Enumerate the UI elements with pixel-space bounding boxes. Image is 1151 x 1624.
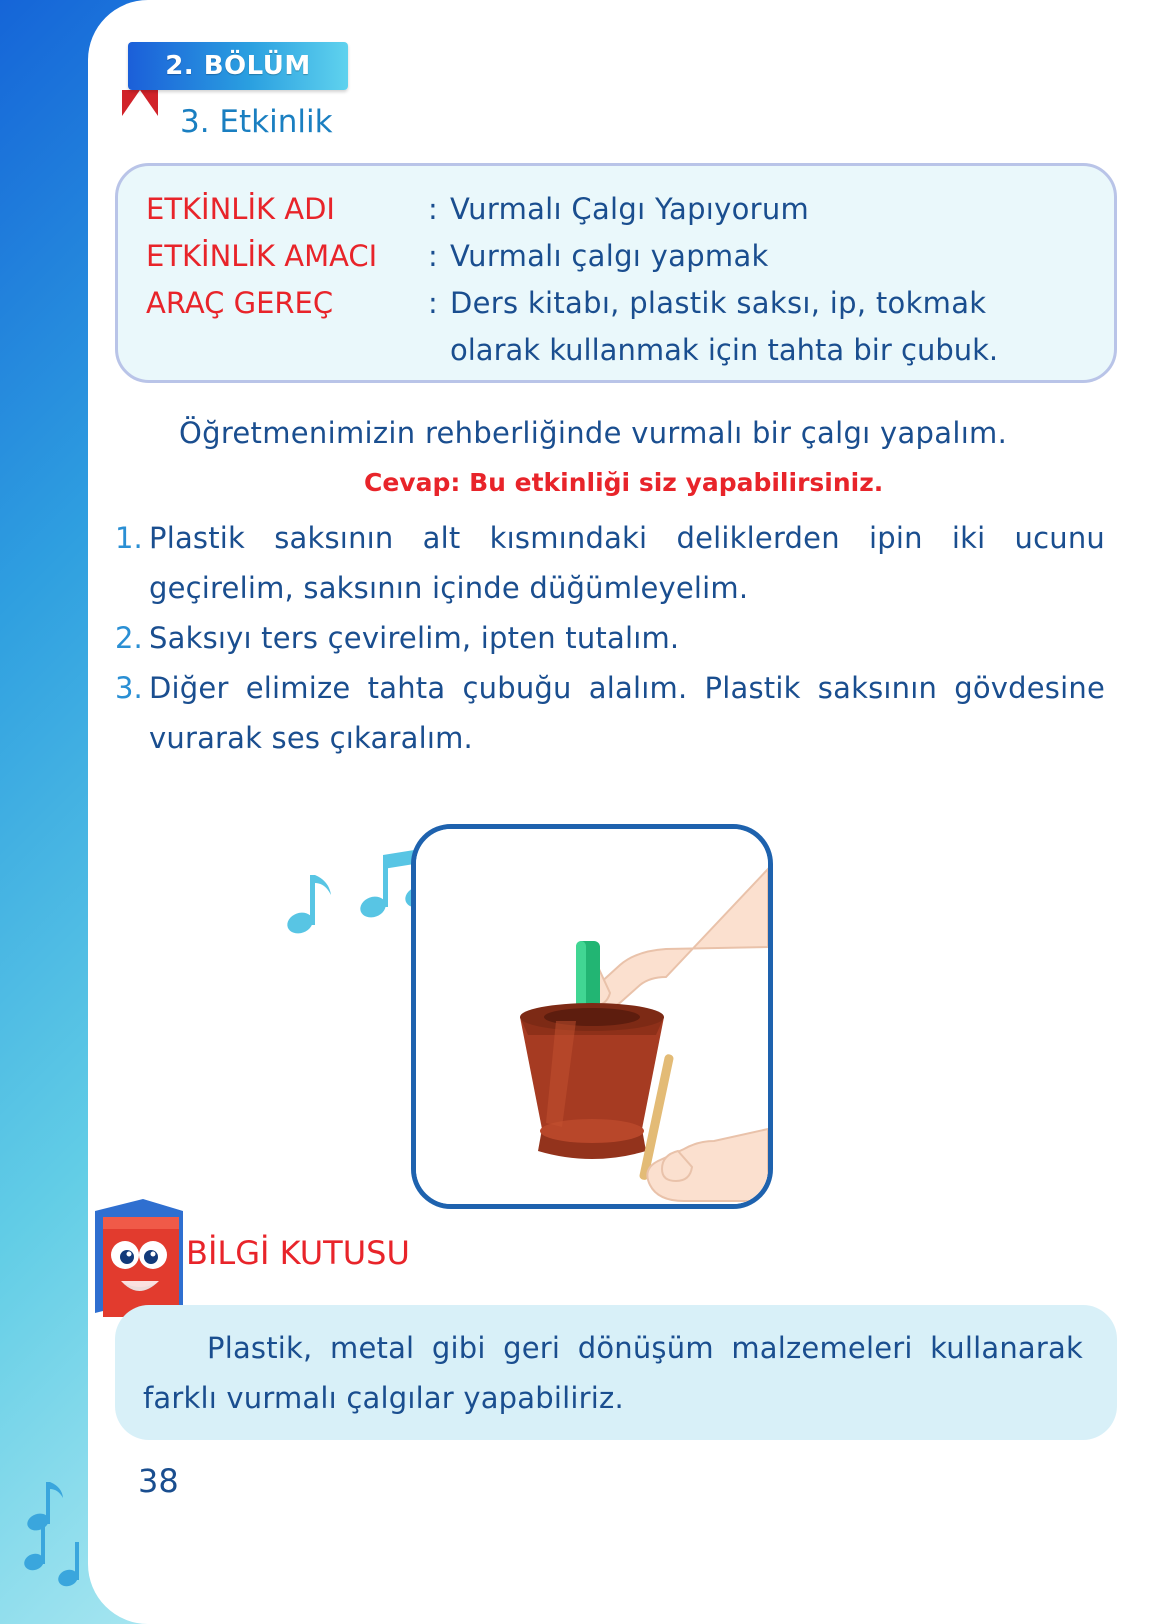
info-value: Vurmalı Çalgı Yapıyorum: [450, 192, 810, 226]
page-number: 38: [138, 1462, 179, 1500]
step-number: 1.: [115, 521, 143, 555]
page-sheet: [88, 0, 1151, 1624]
corner-music-notes-icon: [20, 1470, 90, 1590]
answer-note: Cevap: Bu etkinliği siz yapabilirsiniz.: [364, 468, 884, 497]
steps-list: [115, 513, 1105, 763]
illustration-drawing: [416, 829, 768, 1204]
info-value-continuation: olarak kullanmak için tahta bir çubuk.: [450, 333, 999, 367]
activity-illustration: [411, 824, 773, 1209]
chapter-tag: [128, 42, 348, 90]
bilgi-kutusu-box: [115, 1305, 1117, 1440]
bilgi-kutusu-title: BİLGİ KUTUSU: [186, 1234, 410, 1272]
step-text: Diğer elimize tahta çubuğu alalım. Plastik saksının gövdesine vurarak ses çıkaralım.: [149, 671, 1105, 755]
intro-paragraph: Öğretmenimizin rehberliğinde vurmalı bir çalgı yapalım.: [179, 416, 1008, 450]
info-colon: :: [428, 192, 438, 226]
info-value: Ders kitabı, plastik saksı, ip, tokmak: [450, 286, 987, 320]
list-item: [115, 613, 1105, 663]
step-number: 2.: [115, 621, 143, 655]
list-item: [115, 663, 1105, 763]
info-row: [146, 186, 1094, 233]
info-colon: :: [428, 286, 438, 320]
info-row: [146, 233, 1094, 280]
step-text: Plastik saksının alt kısmındaki deliklerden ipin iki ucunu geçirelim, saksının içinde düğümleyelim.: [149, 521, 1105, 605]
step-text: Saksıyı ters çevirelim, ipten tutalım.: [149, 621, 680, 655]
info-colon: :: [428, 239, 438, 273]
activity-info-rows: [146, 186, 1094, 374]
bilgi-kutusu-text: Plastik, metal gibi geri dönüşüm malzemeleri kullanarak farklı vurmalı çalgılar yapabiliriz.: [143, 1331, 1083, 1415]
info-value: Vurmalı çalgı yapmak: [450, 239, 769, 273]
info-label: ETKİNLİK ADI: [146, 192, 335, 226]
info-label: ARAÇ GEREÇ: [146, 286, 334, 320]
activity-title: 3. Etkinlik: [180, 104, 333, 140]
book-mascot-icon: [83, 1193, 193, 1323]
chapter-tag-label: 2. BÖLÜM: [165, 51, 311, 81]
info-row: [146, 280, 1094, 327]
info-label: ETKİNLİK AMACI: [146, 239, 378, 273]
activity-info-box: [115, 163, 1117, 383]
list-item: [115, 513, 1105, 613]
ribbon-tail-decoration: [122, 90, 158, 116]
step-number: 3.: [115, 671, 143, 705]
